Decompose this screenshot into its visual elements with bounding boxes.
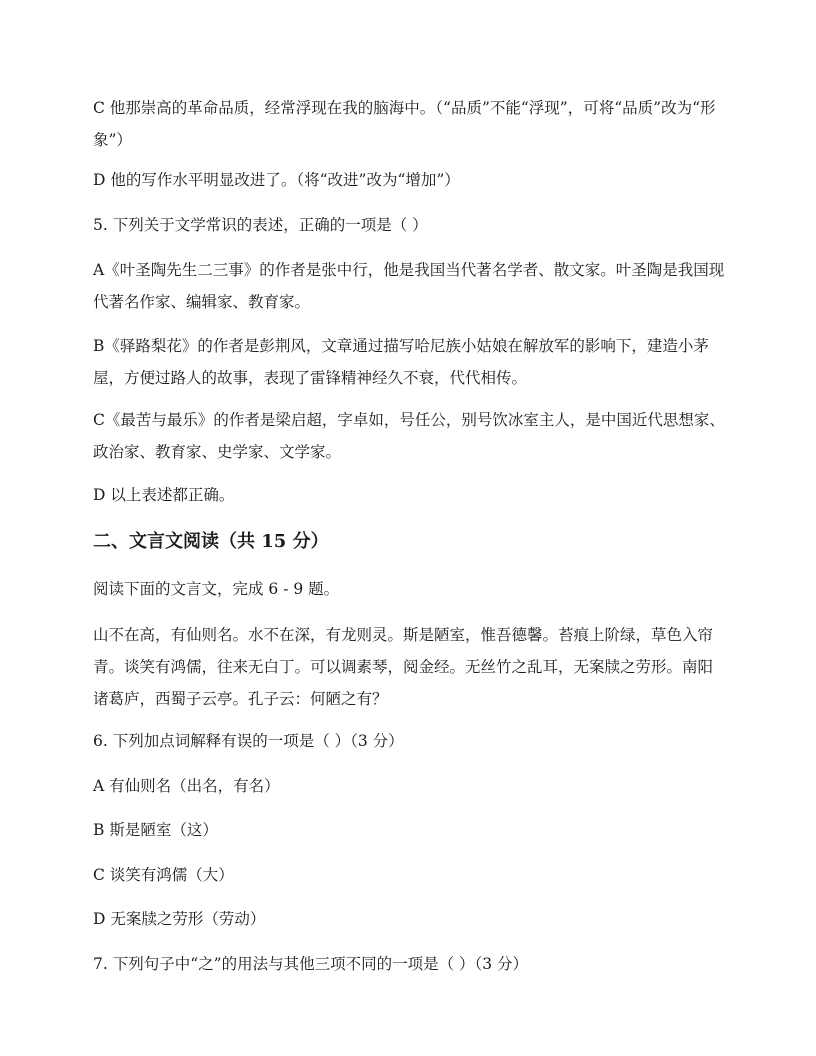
question-6-option-a: A 有仙则名（出名，有名）	[93, 777, 280, 795]
question-6-option-b: B 斯是陋室（这）	[93, 821, 218, 839]
section-heading-classical-chinese: 二、文言文阅读（共 15 分）	[93, 531, 329, 552]
question-6-option-c: C 谈笑有鸿儒（大）	[93, 866, 234, 884]
question-5-option-b: B《驿路梨花》的作者是彭荆风，文章通过描写哈尼族小姑娘在解放军的影响下，建造小茅屋，方便过路人的故事，表现了雷锋精神经久不衰，代代相传。	[93, 337, 709, 387]
question-5-option-c: C《最苦与最乐》的作者是梁启超，字卓如，号任公，别号饮冰室主人，是中国近代思想家、政治家、教育家、史学家、文学家。	[93, 411, 725, 461]
option-d-revision-text: D 他的写作水平明显改进了。（将“改进”改为“增加”）	[93, 171, 460, 189]
question-6-text: 6. 下列加点词解释有误的一项是（ ）（3 分）	[93, 732, 404, 750]
option-c-revision-text: C 他那崇高的革命品质，经常浮现在我的脑海中。（“品质”不能“浮现”，可将“品质”改为“形象”）	[93, 99, 716, 149]
reading-instruction: 阅读下面的文言文，完成 6 - 9 题。	[93, 580, 340, 598]
question-5-option-a: A《叶圣陶先生二三事》的作者是张中行，他是我国当代著名学者、散文家。叶圣陶是我国现代著名作家、编辑家、教育家。	[93, 261, 725, 311]
question-5-text: 5. 下列关于文学常识的表述，正确的一项是（ ）	[93, 216, 428, 234]
classical-passage: 山不在高，有仙则名。水不在深，有龙则灵。斯是陋室，惟吾德馨。苔痕上阶绿，草色入帘青。谈笑有鸿儒，往来无白丁。可以调素琴，阅金经。无丝竹之乱耳，无案牍之劳形。南阳诸葛庐，西蜀子云亭。孔子云：何陋之有？	[93, 626, 714, 708]
question-6-option-d: D 无案牍之劳形（劳动）	[93, 910, 266, 928]
question-7-text: 7. 下列句子中“之”的用法与其他三项不同的一项是（ ）（3 分）	[93, 955, 529, 973]
question-5-option-d: D 以上表述都正确。	[93, 486, 235, 504]
